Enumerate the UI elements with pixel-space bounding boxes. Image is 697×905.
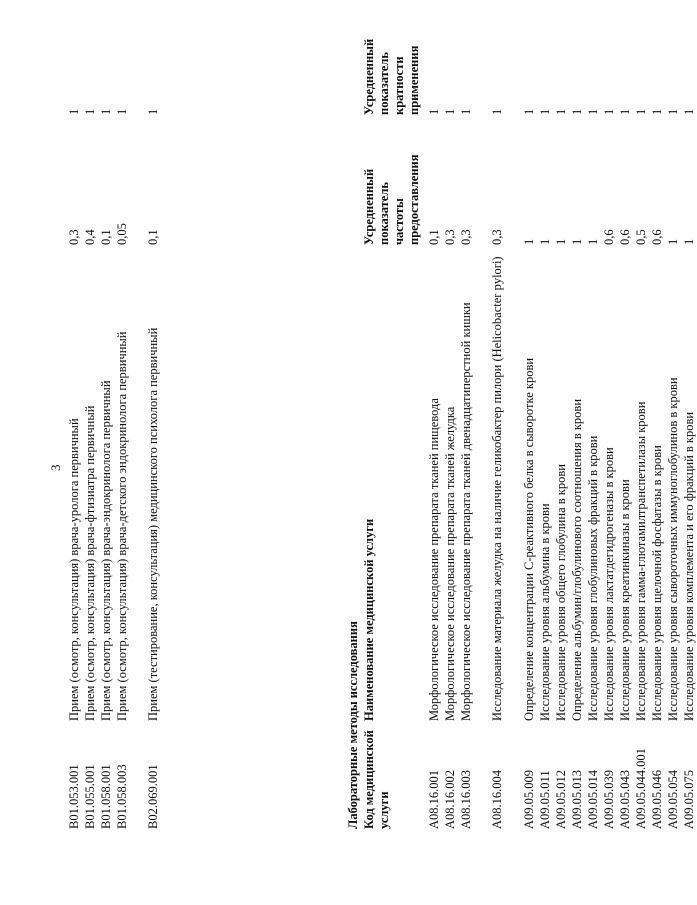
frequency-value: 0,3 [459, 229, 473, 245]
multiplicity-value: 1 [650, 108, 664, 115]
service-code: A09.05.043 [618, 769, 632, 829]
frequency-value: 1 [554, 238, 568, 245]
frequency-value: 0,5 [634, 229, 648, 245]
service-name: Прием (осмотр, консультация) врача-фтизиатра первичный [83, 405, 97, 721]
frequency-value: 1 [538, 238, 552, 245]
multiplicity-value: 1 [634, 108, 648, 115]
multiplicity-value: 1 [67, 108, 81, 115]
service-name: Исследование материала желудка на наличие геликобактер пилори (Helicobacter pylori) [490, 256, 504, 721]
multiplicity-value: 1 [586, 108, 600, 115]
service-name: Исследование уровня лактатдегидрогеназы в крови [602, 447, 616, 721]
service-code: A09.05.075 [682, 769, 696, 829]
multiplicity-value: 1 [83, 108, 97, 115]
header-name: Наименование медицинской услуги [362, 518, 376, 721]
frequency-value: 0,3 [67, 229, 81, 245]
frequency-value: 0,3 [490, 229, 504, 245]
service-code: A08.16.002 [443, 769, 457, 829]
header-code: Код медицинской услуги [362, 730, 391, 829]
multiplicity-value: 1 [538, 108, 552, 115]
service-code: A09.05.014 [586, 769, 600, 829]
service-name: Исследование уровня глобулиновых фракций в крови [586, 435, 600, 721]
frequency-value: 0,1 [427, 229, 441, 245]
service-code: B01.058.001 [99, 764, 113, 829]
frequency-value: 0,6 [618, 229, 632, 245]
service-name: Прием (осмотр, консультация) врача-уролога первичный [67, 418, 81, 721]
frequency-value: 0,6 [650, 229, 664, 245]
multiplicity-value: 1 [522, 108, 536, 115]
frequency-value: 0,6 [602, 229, 616, 245]
service-name: Исследование уровня гамма-глютамилтранспетилазы крови [634, 401, 648, 721]
frequency-value: 1 [682, 238, 696, 245]
multiplicity-value: 1 [554, 108, 568, 115]
service-code: A09.05.054 [666, 769, 680, 829]
service-name: Определение альбумин/глобулинового соотношения в крови [570, 398, 584, 721]
header-multiplicity: Усредненный показатель кратности применения [362, 38, 421, 115]
service-code: A09.05.012 [554, 769, 568, 829]
multiplicity-value: 1 [682, 108, 696, 115]
frequency-value: 0,1 [146, 229, 160, 245]
service-name: Исследование уровня креатинкиназы в крови [618, 479, 632, 721]
frequency-value: 0,05 [115, 223, 129, 245]
frequency-value: 0,3 [443, 229, 457, 245]
service-code: B02.069.001 [146, 764, 160, 829]
service-code: A09.05.009 [522, 769, 536, 829]
multiplicity-value: 1 [618, 108, 632, 115]
service-name: Прием (осмотр, консультация) врача-детского эндокринолога первичный [115, 331, 129, 721]
service-name: Морфологическое исследование препарата тканей пищевода [427, 398, 441, 721]
frequency-value: 1 [586, 238, 600, 245]
service-code: B01.058.003 [115, 764, 129, 829]
service-name: Исследование уровня альбумина в крови [538, 503, 552, 721]
frequency-value: 0,1 [99, 229, 113, 245]
service-name: Исследование уровня общего глобулина в крови [554, 464, 568, 721]
service-name: Определение концентрации C-реактивного белка в сыворотке крови [522, 357, 536, 721]
service-name: Исследование уровня комплемента и его фракций в крови [682, 411, 696, 721]
service-name: Исследование уровня сывороточных иммуноглобулинов в крови [666, 377, 680, 721]
service-name: Исследование уровня щелочной фосфатазы в крови [650, 445, 664, 721]
service-code: A08.16.003 [459, 769, 473, 829]
multiplicity-value: 1 [570, 108, 584, 115]
multiplicity-value: 1 [602, 108, 616, 115]
multiplicity-value: 1 [459, 108, 473, 115]
service-name: Морфологическое исследование препарата тканей желудка [443, 406, 457, 721]
multiplicity-value: 1 [666, 108, 680, 115]
service-code: A09.05.039 [602, 769, 616, 829]
service-code: B01.053.001 [67, 764, 81, 829]
multiplicity-value: 1 [146, 108, 160, 115]
service-code: A09.05.013 [570, 769, 584, 829]
header-frequency: Усредненный показатель частоты предоставления [362, 154, 421, 245]
service-name: Прием (тестирование, консультация) медицинского психолога первичный [146, 327, 160, 721]
frequency-value: 1 [522, 238, 536, 245]
service-name: Прием (осмотр, консультация) врача-эндокринолога первичный [99, 380, 113, 721]
service-code: B01.055.001 [83, 764, 97, 829]
frequency-value: 0,4 [83, 229, 97, 245]
multiplicity-value: 1 [115, 108, 129, 115]
multiplicity-value: 1 [427, 108, 441, 115]
service-code: A09.05.046 [650, 769, 664, 829]
frequency-value: 1 [666, 238, 680, 245]
multiplicity-value: 1 [490, 108, 504, 115]
multiplicity-value: 1 [99, 108, 113, 115]
frequency-value: 1 [570, 238, 584, 245]
service-name: Морфологическое исследование препарата тканей двенадцатиперстной кишки [459, 302, 473, 721]
service-code: A09.05.011 [538, 770, 552, 829]
page-number: 3 [48, 464, 63, 471]
service-code: A09.05.044.001 [634, 748, 648, 829]
service-code: A08.16.001 [427, 769, 441, 829]
service-code: A08.16.004 [490, 769, 504, 829]
multiplicity-value: 1 [443, 108, 457, 115]
section-title: Лабораторные методы исследования [346, 621, 360, 829]
